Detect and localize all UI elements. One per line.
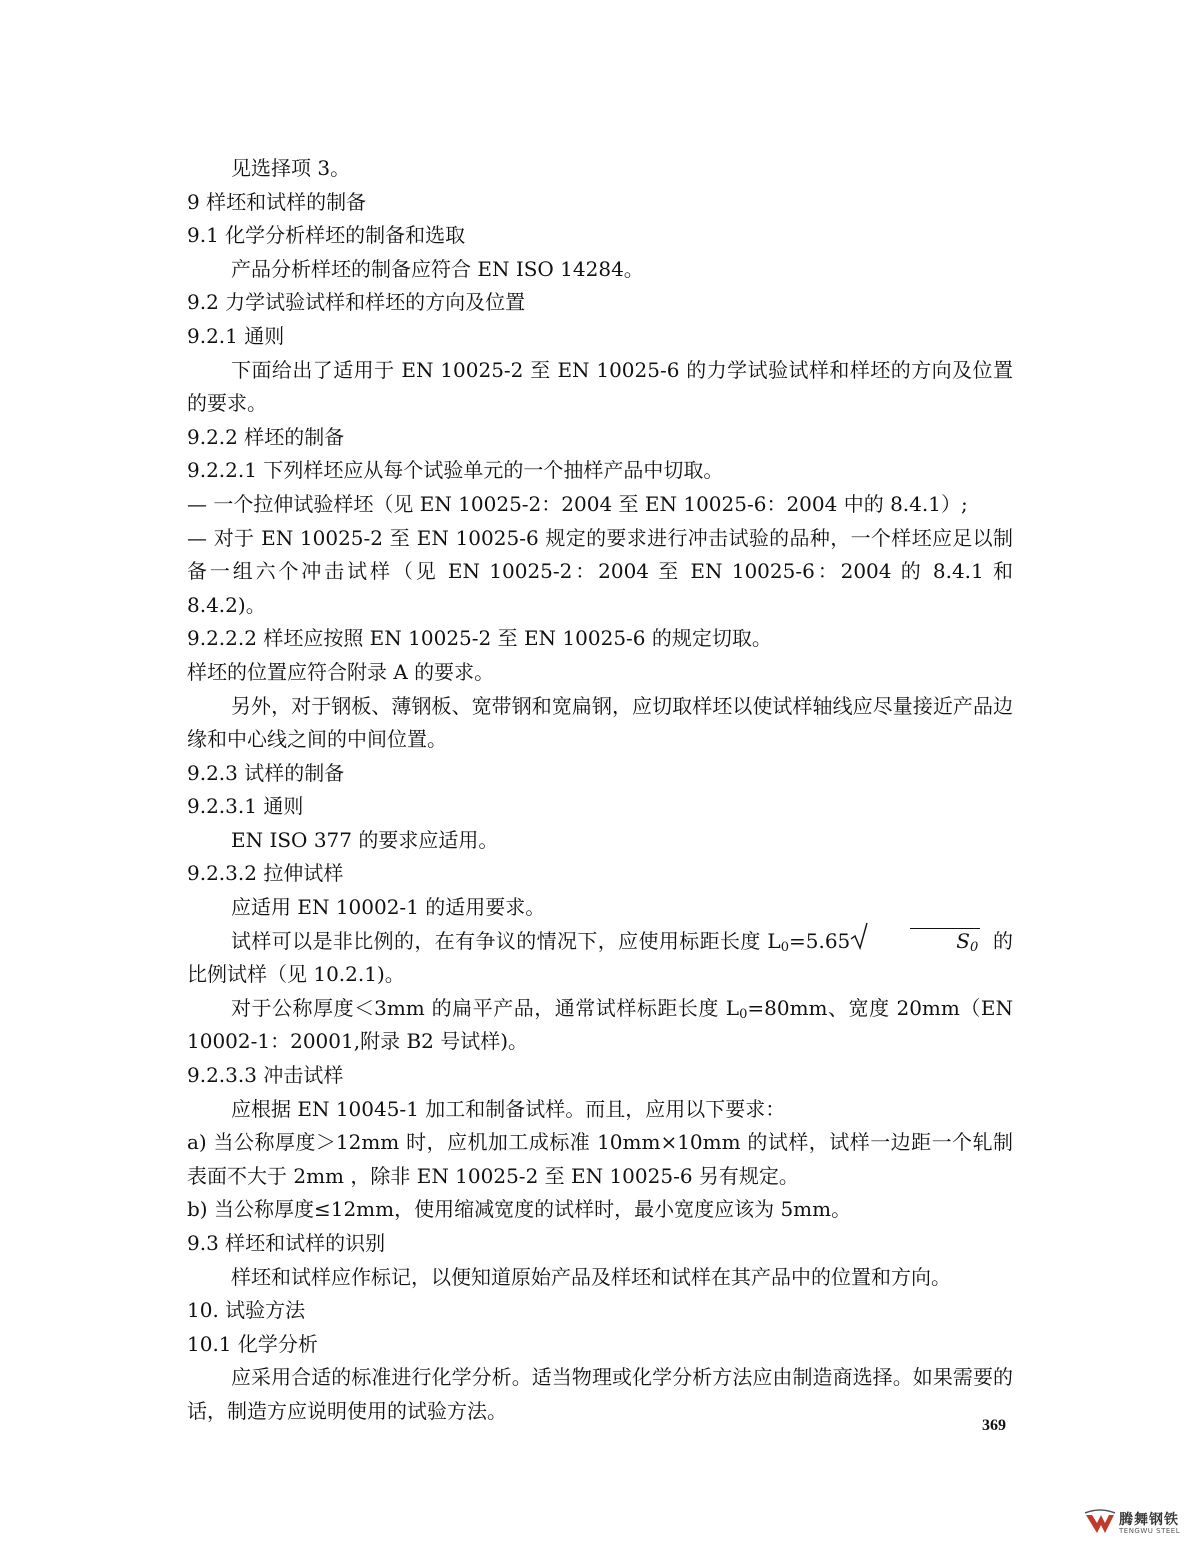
list-item: a) 当公称厚度＞12mm 时，应机加工成标准 10mm×10mm 的试样，试样一边距一个轧制表面不大于 2mm ，除非 EN 10025-2 至 EN 10025-6 另有规定。 xyxy=(187,1130,1013,1188)
square-root-symbol: $S_0$ xyxy=(850,925,980,959)
section-heading: 9.1 化学分析样坯的制备和选取 xyxy=(187,223,466,248)
paragraph: EN ISO 377 的要求应适用。 xyxy=(231,827,499,852)
paragraph: 应适用 EN 10002-1 的适用要求。 xyxy=(231,895,546,920)
list-item: — 一个拉伸试验样坯（见 EN 10025-2：2004 至 EN 10025-6：2004 中的 8.4.1）; xyxy=(187,491,968,516)
formula-paragraph: 试样可以是非比例的，在有争议的情况下，应使用标距长度 $L_0=5.65$ $S_0$ 的比例试样（见 10.2.1)。 xyxy=(187,925,1013,992)
paragraph: 见选择项 3。 xyxy=(231,156,351,180)
logo-text-en: TENGWU STEEL xyxy=(1119,1527,1181,1535)
paragraph: 样坯的位置应符合附录 A 的要求。 xyxy=(187,659,495,684)
paragraph: 应根据 EN 10045-1 加工和制备试样。而且，应用以下要求： xyxy=(231,1096,786,1121)
logo-text-cn: 腾舞钢铁 xyxy=(1119,1512,1179,1528)
radical-sign-icon xyxy=(850,921,868,951)
paragraph: 对于公称厚度＜3mm 的扁平产品，通常试样标距长度 $L_0=80mm$、宽度 20mm（EN 10002-1：20001,附录 B2 号试样)。 xyxy=(187,995,1013,1054)
section-heading: 9.3 样坯和试样的识别 xyxy=(187,1231,386,1255)
section-heading: 9.2.2.2 样坯应按照 EN 10025-2 至 EN 10025-6 的规定切取。 xyxy=(187,626,772,651)
section-heading: 9.2.3 试样的制备 xyxy=(187,760,345,785)
paragraph: 样坯和试样应作标记，以便知道原始产品及样坯和试样在其产品中的位置和方向。 xyxy=(231,1264,951,1289)
tengwu-logo-icon xyxy=(1083,1509,1117,1539)
section-heading: 9.2 力学试验试样和样坯的方向及位置 xyxy=(187,290,526,315)
section-heading: 9.2.2 样坯的制备 xyxy=(187,424,345,449)
section-heading: 9.2.3.3 冲击试样 xyxy=(187,1063,344,1088)
list-item: b) 当公称厚度≤12mm，使用缩减宽度的试样时，最小宽度应该为 5mm。 xyxy=(187,1197,852,1222)
paragraph: 产品分析样坯的制备应符合 EN ISO 14284。 xyxy=(231,256,644,281)
paragraph: 下面给出了适用于 EN 10025-2 至 EN 10025-6 的力学试验试样和样坯的方向及位置的要求。 xyxy=(187,357,1013,416)
section-heading: 10.1 化学分析 xyxy=(187,1331,318,1356)
section-heading: 9.2.3.1 通则 xyxy=(187,794,304,819)
section-heading: 10. 试验方法 xyxy=(187,1298,306,1323)
paragraph: 应采用合适的标准进行化学分析。适当物理或化学分析方法应由制造商选择。如果需要的话，制造方应说明使用的试验方法。 xyxy=(187,1365,1013,1423)
page-number: 369 xyxy=(982,1417,1006,1434)
section-heading: 9.2.1 通则 xyxy=(187,323,285,348)
section-heading: 9.2.2.1 下列样坯应从每个试验单元的一个抽样产品中切取。 xyxy=(187,458,724,483)
paragraph: 另外，对于钢板、薄钢板、宽带钢和宽扁钢，应切取样坯以使试样轴线应尽量接近产品边缘和中心线之间的中间位置。 xyxy=(187,693,1013,752)
company-logo xyxy=(1083,1507,1193,1541)
document-body xyxy=(187,152,1013,1429)
section-heading: 9.2.3.2 拉伸试样 xyxy=(187,861,344,886)
section-heading: 9 样坯和试样的制备 xyxy=(187,189,367,214)
list-item: — 对于 EN 10025-2 至 EN 10025-6 规定的要求进行冲击试验的品种，一个样坯应足以制备一组六个冲击试样（见 EN 10025-2：2004 至 EN 10025-6：2004 的 8.4.1 和 8.4.2)。 xyxy=(187,525,1013,617)
